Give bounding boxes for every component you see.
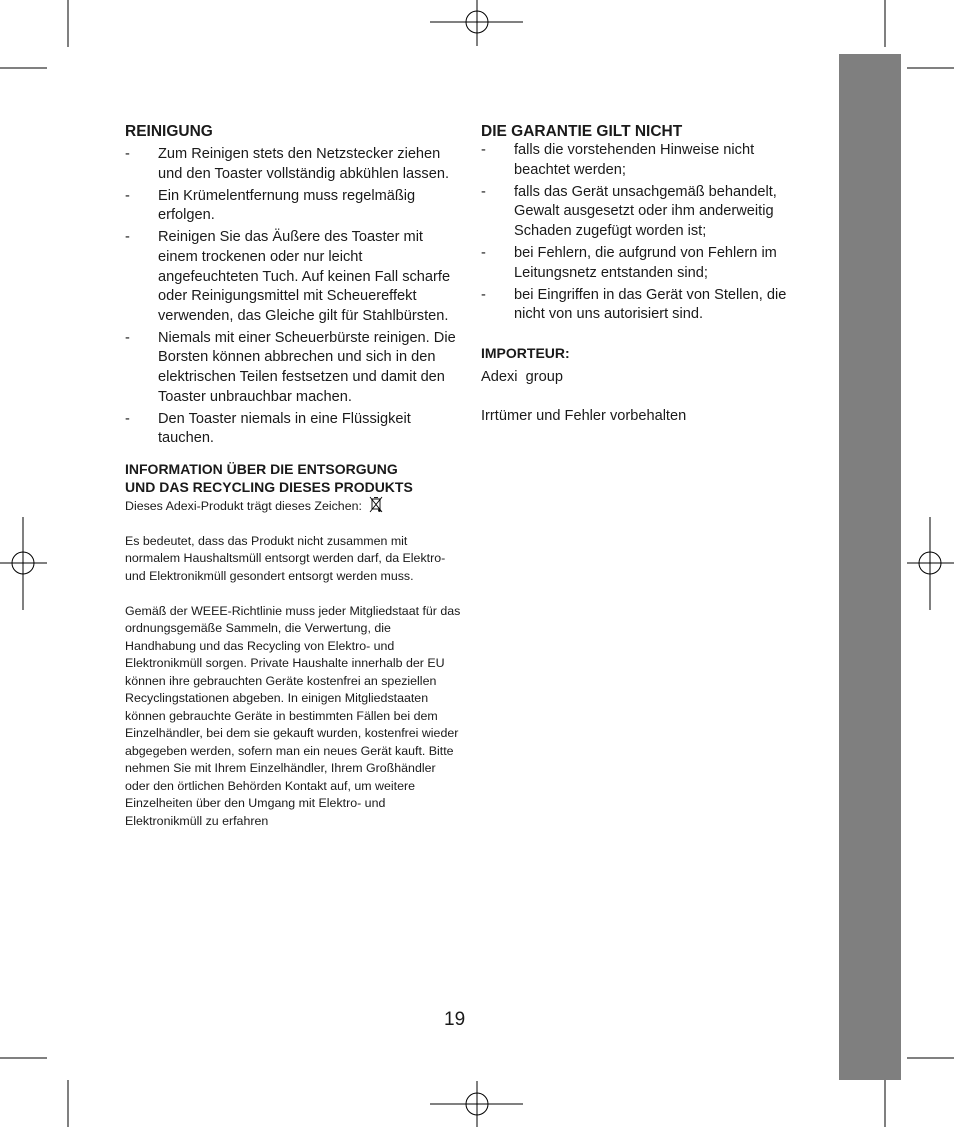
list-item: - falls die vorstehenden Hinweise nicht beachtet werden; [481, 142, 755, 178]
importeur-section [481, 344, 806, 388]
garantie-section [481, 122, 806, 325]
list-item: - bei Fehlern, die aufgrund von Fehlern im Leitungsnetz entstanden sind; [481, 244, 777, 281]
entsorgung-section [125, 460, 463, 831]
entsorgung-heading: INFORMATION ÜBER DIE ENTSORGUNG UND DAS RECYCLING DIESES PRODUKTS [125, 460, 413, 495]
garantie-heading: DIE GARANTIE GILT NICHT [481, 123, 683, 140]
left-column [125, 122, 463, 830]
entsorgung-paragraph-1: Es bedeutet, dass das Produkt nicht zusammen mit normalem Haushaltsmüll entsorgt werden darf, da Elektro- und Elektronikmüll gesondert entsorgt werden muss. [125, 533, 446, 583]
garantie-list [481, 141, 806, 325]
reinigung-list [125, 145, 463, 449]
list-item: - Zum Reinigen stets den Netzstecker ziehen und den Toaster vollständig abkühlen lassen. [125, 146, 449, 182]
importeur-heading: IMPORTEUR: [481, 344, 570, 361]
list-item: - falls das Gerät unsachgemäß behandelt, Gewalt ausgesetzt oder ihm anderweitig Schaden zugefügt worden ist; [481, 183, 777, 239]
grey-side-tab [839, 54, 901, 1080]
weee-mark-sentence: Dieses Adexi-Produkt trägt dieses Zeichen: [125, 496, 463, 516]
list-item: - Reinigen Sie das Äußere des Toaster mit einem trockenen oder nur leicht angefeuchteten Tuch. Auf keinen Fall scharfe oder Reinigungsmittel mit Scheuereffekt verwenden, das Gleiche gilt für Stahlbürsten. [125, 229, 451, 324]
importeur-name: Adexi group [481, 368, 563, 385]
disclaimer-text: Irrtümer und Fehler vorbehalten [481, 408, 687, 425]
right-column [481, 122, 806, 427]
entsorgung-paragraph-2: Gemäß der WEEE-Richtlinie muss jeder Mitgliedstaat für das ordnungsgemäße Sammeln, die Verwertung, die Handhabung und das Recycling von Elektro- und Elektronikmüll sorgen. Private Haushalte innerhalb der EU können ihre gebrauchten Geräte kostenfrei an speziellen Recyclingstationen abgeben. In einigen Mitgliedstaaten können gebrauchte Geräte in bestimmten Fällen bei dem Einzelhändler, bei dem sie gekauft wurden, kostenfrei wieder abgegeben werden, sofern man ein neues Gerät kauft. Bitte nehmen Sie mit Ihrem Einzelhändler, Ihrem Großhändler oder den örtlichen Behörden Kontakt auf, um weitere Einzelheiten über den Umgang mit Elektro- und Elektronikmüll zu erfahren [125, 603, 461, 828]
list-item: - Ein Krümelentfernung muss regelmäßig erfolgen. [125, 187, 416, 224]
registration-mark-bottom [430, 1081, 523, 1127]
registration-mark-top [430, 0, 523, 46]
registration-mark-left [0, 517, 47, 610]
registration-mark-right [907, 517, 954, 610]
reinigung-section [125, 122, 463, 449]
list-item: - Den Toaster niemals in eine Flüssigkeit tauchen. [125, 410, 411, 447]
page-number: 19 [444, 1009, 466, 1030]
list-item: - Niemals mit einer Scheuerbürste reinigen. Die Borsten können abbrechen und sich in den elektrischen Teilen festsetzen und damit den Toaster unbrauchbar machen. [125, 329, 456, 405]
reinigung-heading: REINIGUNG [125, 123, 213, 140]
list-item: - bei Eingriffen in das Gerät von Stellen, die nicht von uns autorisiert sind. [481, 286, 787, 323]
crossed-out-wheelie-bin-icon [369, 496, 383, 513]
